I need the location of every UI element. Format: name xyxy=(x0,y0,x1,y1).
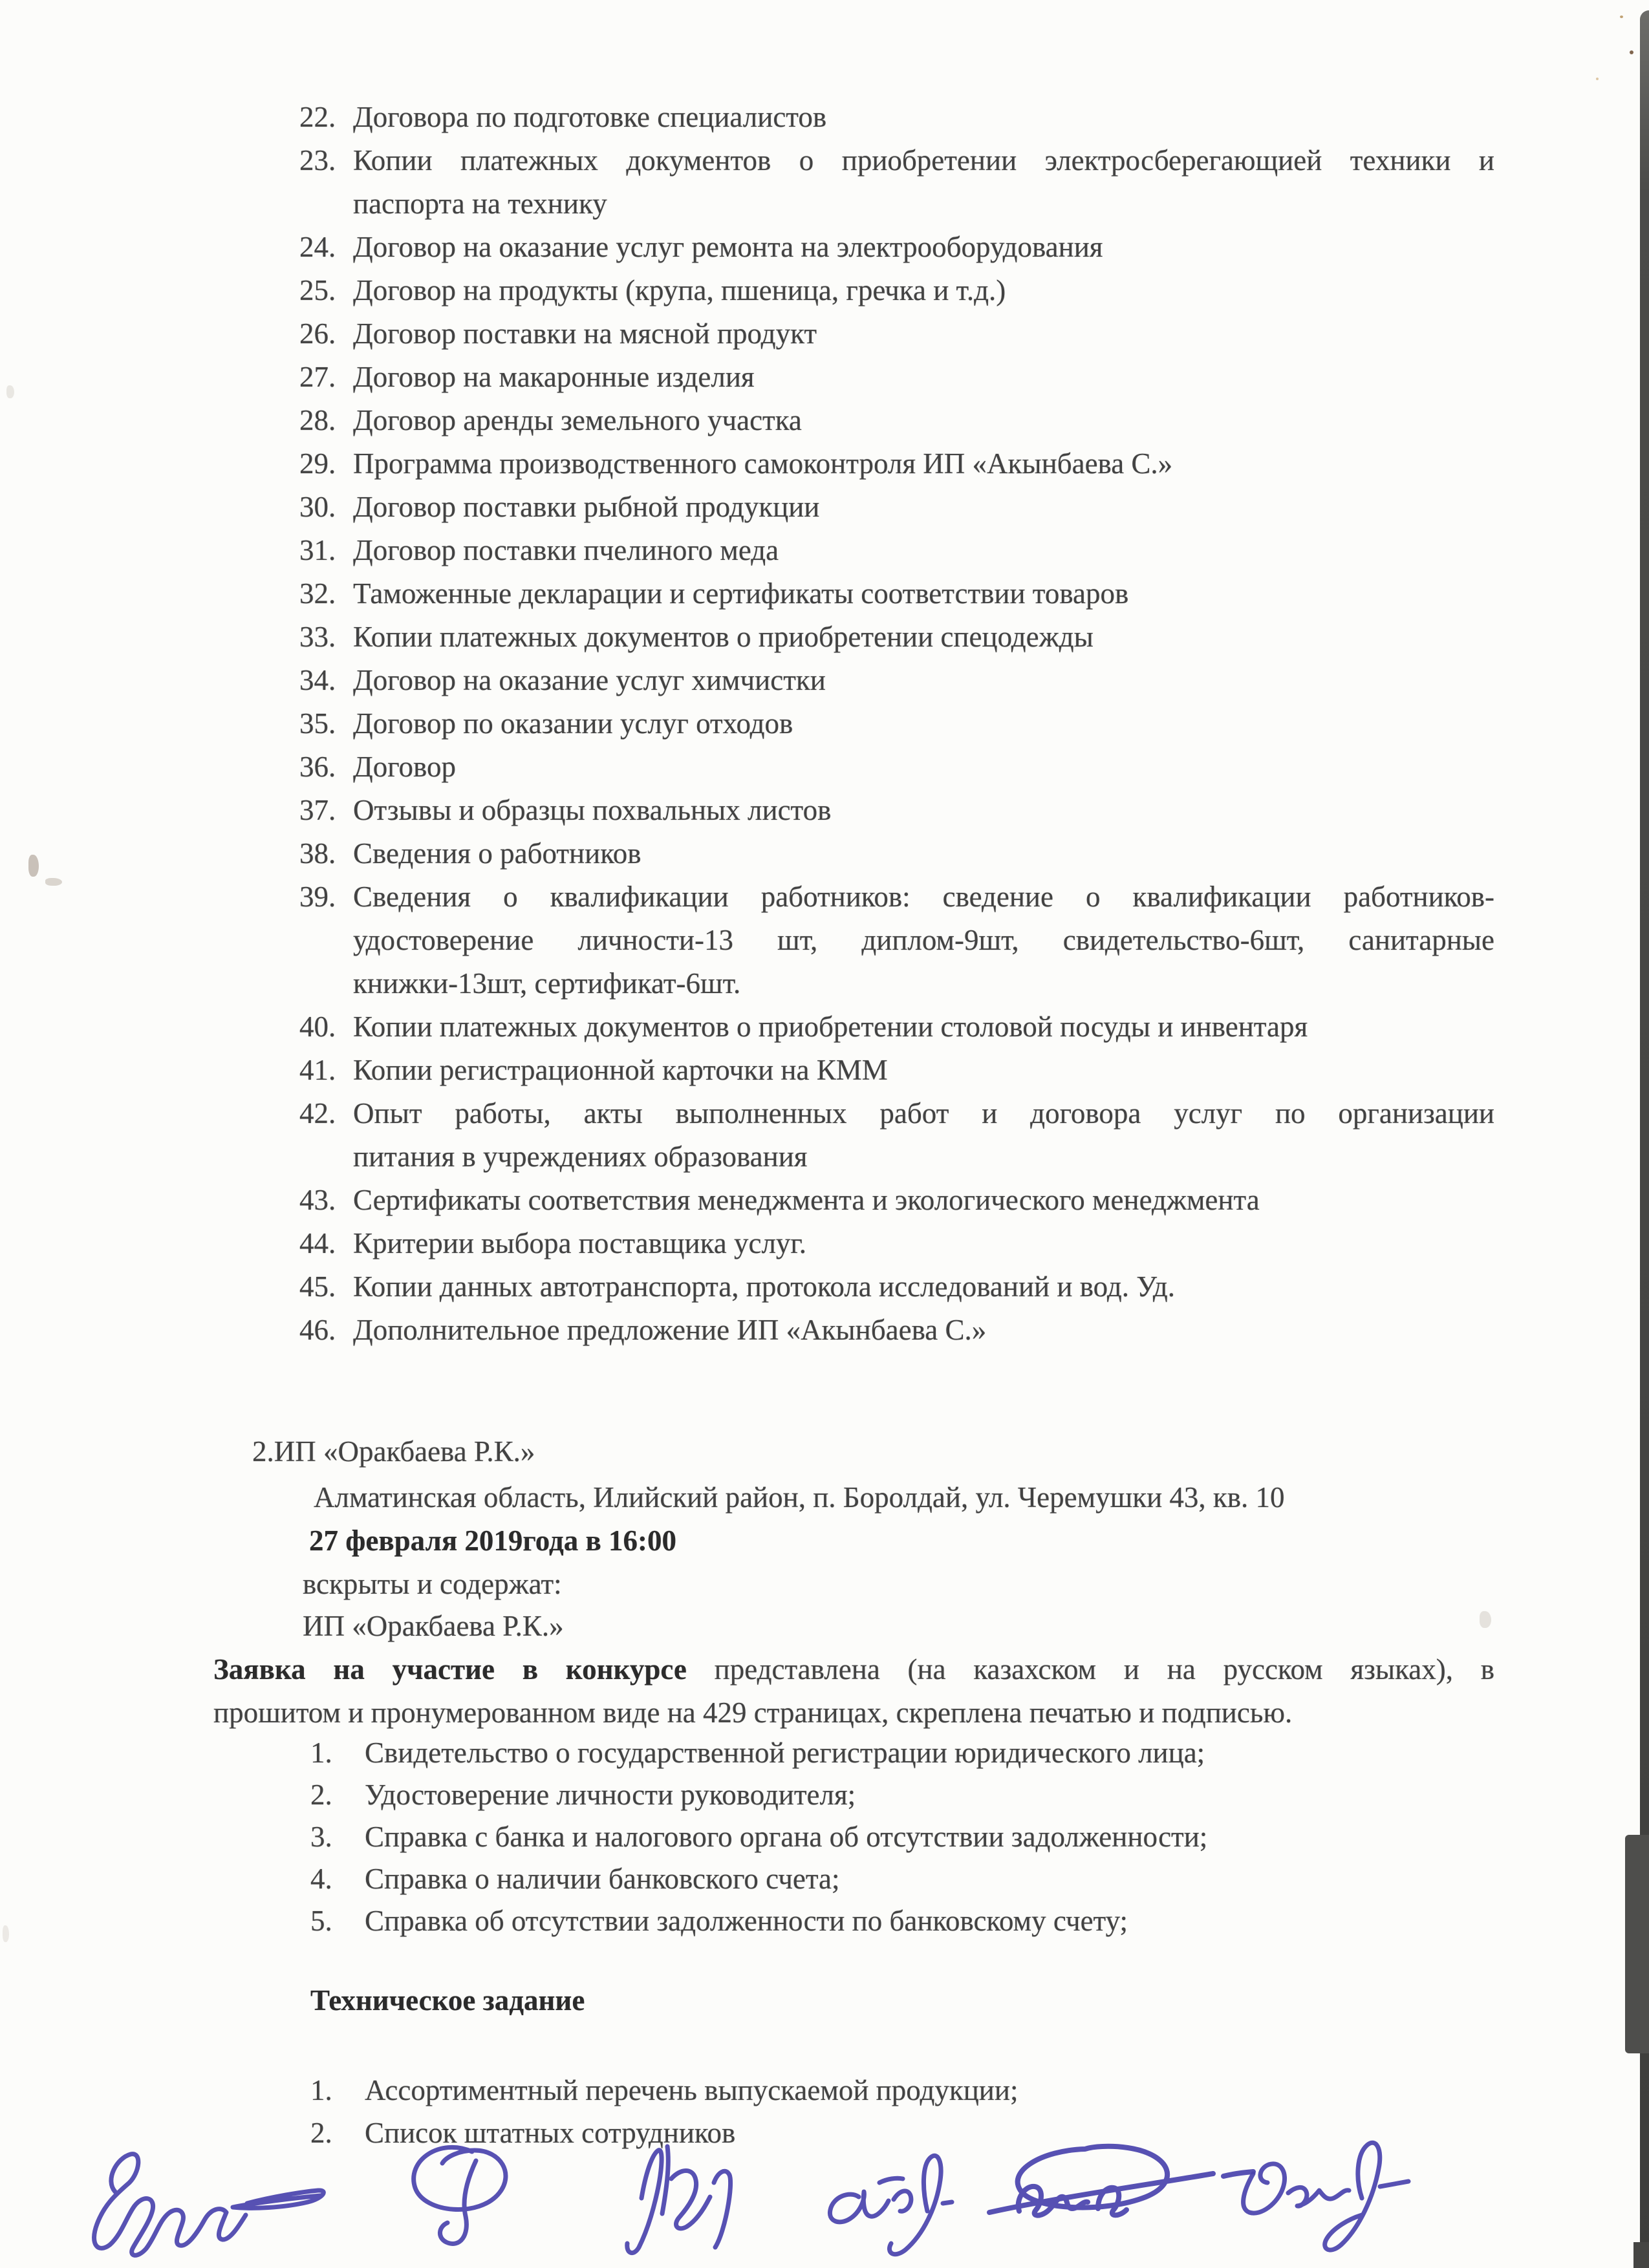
list-item-number: 31. xyxy=(299,534,336,566)
application-intro-line2: прошитом и пронумерованном виде на 429 страницах, скреплена печатью и подписью. xyxy=(213,1696,1293,1729)
list-item-line: Копии регистрационной карточки на КММ xyxy=(353,1054,888,1086)
application-intro-line1 xyxy=(213,1648,1494,1691)
list-item-line: Договор по оказании услуг отходов xyxy=(353,707,793,740)
list-item-number: 24. xyxy=(299,231,336,263)
list-item xyxy=(299,832,1494,875)
list-item-number: 1. xyxy=(310,2074,332,2106)
list-item-line: Справка о наличии банковского счета; xyxy=(365,1863,840,1895)
list-item-text xyxy=(365,1732,1494,1774)
list-item-line: книжки-13шт, сертификат-6шт. xyxy=(353,967,741,1000)
list-item-line: Справка с банка и налогового органа об отсутствии задолженности; xyxy=(365,1821,1208,1853)
list-item-number: 3. xyxy=(310,1821,332,1853)
signature-5 xyxy=(989,2146,1253,2216)
list-item-line: Опыт работы, акты выполненных работ и договора услуг по организации xyxy=(353,1097,1494,1129)
list-item-line: Договор поставки рыбной продукции xyxy=(353,491,820,523)
list-item-line: Договор xyxy=(353,751,456,783)
list-item-number: 36. xyxy=(299,751,336,783)
list-item-number: 34. xyxy=(299,664,336,696)
list-item-number: 26. xyxy=(299,317,336,350)
list-item-number: 2. xyxy=(310,1779,332,1811)
list-item-number: 32. xyxy=(299,577,336,610)
list-item-text xyxy=(353,1092,1494,1179)
list-item-line: Копии платежных документов о приобретении электросберегающией техники и xyxy=(353,144,1494,177)
list-item-number: 38. xyxy=(299,837,336,870)
list-item xyxy=(310,1858,1494,1900)
list-item-line: Таможенные декларации и сертификаты соответствии товаров xyxy=(353,577,1129,610)
section-address: Алматинская область, Илийский район, п. Боролдай, ул. Черемушки 43, кв. 10 xyxy=(314,1481,1285,1514)
section-heading: 2.ИП «Оракбаева Р.К.» xyxy=(252,1435,535,1468)
list-item-number: 33. xyxy=(299,621,336,653)
list-item-text xyxy=(353,96,1494,139)
list-item-text xyxy=(353,529,1494,572)
list-item-line: Договор поставки пчелиного меда xyxy=(353,534,779,566)
list-item xyxy=(299,1049,1494,1092)
list-item-line: Отзывы и образцы похвальных листов xyxy=(353,794,832,826)
application-documents-list xyxy=(310,1732,1494,1942)
signature-3 xyxy=(627,2146,731,2253)
list-item-number: 30. xyxy=(299,491,336,523)
list-item-line: Дополнительное предложение ИП «Акынбаева С.» xyxy=(353,1314,987,1346)
list-item-line: Сертификаты соответствия менеджмента и экологического менеджмента xyxy=(353,1184,1260,1216)
list-item-text xyxy=(353,442,1494,486)
list-item-text xyxy=(353,486,1494,529)
list-item xyxy=(299,312,1494,356)
list-item-number: 43. xyxy=(299,1184,336,1216)
list-item-number: 22. xyxy=(299,101,336,133)
list-item xyxy=(299,529,1494,572)
list-item-line: Программа производственного самоконтроля ИП «Акынбаева С.» xyxy=(353,447,1173,480)
list-item xyxy=(310,1732,1494,1774)
list-item-text xyxy=(353,1309,1494,1352)
application-intro-bold: Заявка на участие в конкурсе xyxy=(213,1653,687,1685)
scan-smudge xyxy=(28,855,39,877)
list-item-line: Договора по подготовке специалистов xyxy=(353,101,827,133)
list-item xyxy=(299,356,1494,399)
list-item xyxy=(299,269,1494,312)
scan-smudge xyxy=(3,1925,9,1942)
list-item-text xyxy=(353,269,1494,312)
list-item-number: 42. xyxy=(299,1097,336,1129)
main-numbered-list xyxy=(299,96,1494,1352)
list-item-line: Копии платежных документов о приобретении спецодежды xyxy=(353,621,1094,653)
list-item-number: 29. xyxy=(299,447,336,480)
list-item-text xyxy=(353,312,1494,356)
list-item xyxy=(299,745,1494,789)
scan-speck xyxy=(1596,78,1599,80)
list-item-number: 40. xyxy=(299,1011,336,1043)
list-item-text xyxy=(353,875,1494,1005)
list-item-number: 39. xyxy=(299,881,336,913)
list-item-number: 28. xyxy=(299,404,336,436)
scan-speck xyxy=(1620,16,1623,18)
list-item-number: 44. xyxy=(299,1227,336,1259)
list-item-line: Договор поставки на мясной продукт xyxy=(353,317,817,350)
list-item-text xyxy=(353,139,1494,226)
list-item xyxy=(299,1265,1494,1309)
list-item-text xyxy=(353,356,1494,399)
list-item-line: Удостоверение личности руководителя; xyxy=(365,1779,856,1811)
list-item-line: Договор на оказание услуг химчистки xyxy=(353,664,826,696)
list-item-text xyxy=(353,702,1494,745)
list-item xyxy=(299,486,1494,529)
section-participant: ИП «Оракбаева Р.К.» xyxy=(303,1610,564,1642)
list-item-text xyxy=(353,1222,1494,1265)
list-item-text xyxy=(353,572,1494,615)
signature-1 xyxy=(94,2154,324,2256)
list-item-line: Договор на оказание услуг ремонта на электрооборудования xyxy=(353,231,1103,263)
list-item-text xyxy=(353,745,1494,789)
list-item-line: Критерии выбора поставщика услуг. xyxy=(353,1227,807,1259)
list-item-number: 46. xyxy=(299,1314,336,1346)
list-item xyxy=(310,1816,1494,1858)
list-item-text xyxy=(365,1816,1494,1858)
list-item-text xyxy=(365,1858,1494,1900)
list-item-number: 1. xyxy=(310,1737,332,1769)
list-item-text xyxy=(353,1005,1494,1049)
list-item xyxy=(299,789,1494,832)
list-item-line: удостоверение личности-13 шт, диплом-9шт, свидетельство-6шт, санитарные xyxy=(353,924,1494,956)
signature-2 xyxy=(414,2147,506,2243)
list-item xyxy=(299,615,1494,659)
section-opened-line: вскрыты и содержат: xyxy=(303,1568,562,1600)
signatures xyxy=(19,2121,1481,2263)
list-item-line: Копии данных автотранспорта, протокола исследований и вод. Уд. xyxy=(353,1270,1175,1303)
list-item-number: 4. xyxy=(310,1863,332,1895)
list-item-line: Сведения о работников xyxy=(353,837,641,870)
list-item-number: 37. xyxy=(299,794,336,826)
list-item-line: Список штатных сотрудников xyxy=(365,2117,736,2149)
list-item-number: 41. xyxy=(299,1054,336,1086)
list-item xyxy=(299,1005,1494,1049)
list-item-line: Сведения о квалификации работников: сведение о квалификации работников- xyxy=(353,881,1494,913)
list-item-line: Свидетельство о государственной регистрации юридического лица; xyxy=(365,1737,1205,1769)
scan-speck xyxy=(1630,50,1633,54)
scan-smudge xyxy=(45,878,62,886)
list-item-line: Договор на продукты (крупа, пшеница, гречка и т.д.) xyxy=(353,274,1006,306)
list-item xyxy=(310,1774,1494,1816)
scan-smudge xyxy=(6,385,14,398)
section-datetime: 27 февраля 2019года в 16:00 xyxy=(309,1524,676,1557)
application-intro-rest: представлена (на казахском и на русском языках), в xyxy=(686,1653,1494,1685)
list-item-text xyxy=(353,1179,1494,1222)
list-item-line: Договор аренды земельного участка xyxy=(353,404,802,436)
list-item-text xyxy=(353,789,1494,832)
list-item xyxy=(310,1900,1494,1942)
list-item xyxy=(299,1309,1494,1352)
list-item-number: 23. xyxy=(299,144,336,177)
list-item-number: 27. xyxy=(299,361,336,393)
scan-smudge xyxy=(1480,1611,1491,1628)
list-item-number: 5. xyxy=(310,1905,332,1937)
list-item-text xyxy=(353,226,1494,269)
list-item-number: 45. xyxy=(299,1270,336,1303)
list-item-text xyxy=(353,399,1494,442)
list-item xyxy=(299,659,1494,702)
list-item xyxy=(299,702,1494,745)
list-item-text xyxy=(365,1900,1494,1942)
list-item-number: 35. xyxy=(299,707,336,740)
list-item xyxy=(299,572,1494,615)
list-item xyxy=(299,1092,1494,1179)
list-item-line: Копии платежных документов о приобретении столовой посуды и инвентаря xyxy=(353,1011,1308,1043)
list-item xyxy=(310,2069,1494,2112)
list-item xyxy=(299,875,1494,1005)
application-intro xyxy=(213,1648,1494,1735)
list-item xyxy=(299,1179,1494,1222)
scan-edge-shadow-bump xyxy=(1625,1835,1649,2053)
list-item xyxy=(299,96,1494,139)
list-item-line: Ассортиментный перечень выпускаемой продукции; xyxy=(365,2074,1018,2106)
list-item xyxy=(299,399,1494,442)
technical-task-heading: Техническое задание xyxy=(310,1984,585,2017)
list-item-text xyxy=(353,615,1494,659)
list-item-text xyxy=(365,2069,1494,2112)
list-item-line: паспорта на технику xyxy=(353,187,607,220)
signature-4 xyxy=(830,2156,952,2254)
list-item-line: питания в учреждениях образования xyxy=(353,1140,808,1173)
scan-edge-shadow-corner xyxy=(1633,2242,1649,2268)
list-item-line: Договор на макаронные изделия xyxy=(353,361,755,393)
list-item-line: Справка об отсутствии задолженности по банковскому счету; xyxy=(365,1905,1128,1937)
list-item xyxy=(299,139,1494,226)
list-item-text xyxy=(353,1049,1494,1092)
list-item-text xyxy=(365,1774,1494,1816)
list-item-text xyxy=(353,659,1494,702)
list-item xyxy=(299,442,1494,486)
list-item-text xyxy=(353,832,1494,875)
list-item-number: 25. xyxy=(299,274,336,306)
signature-6 xyxy=(1244,2143,1408,2250)
list-item-text xyxy=(353,1265,1494,1309)
list-item xyxy=(299,226,1494,269)
list-item-number: 2. xyxy=(310,2117,332,2149)
list-item xyxy=(299,1222,1494,1265)
